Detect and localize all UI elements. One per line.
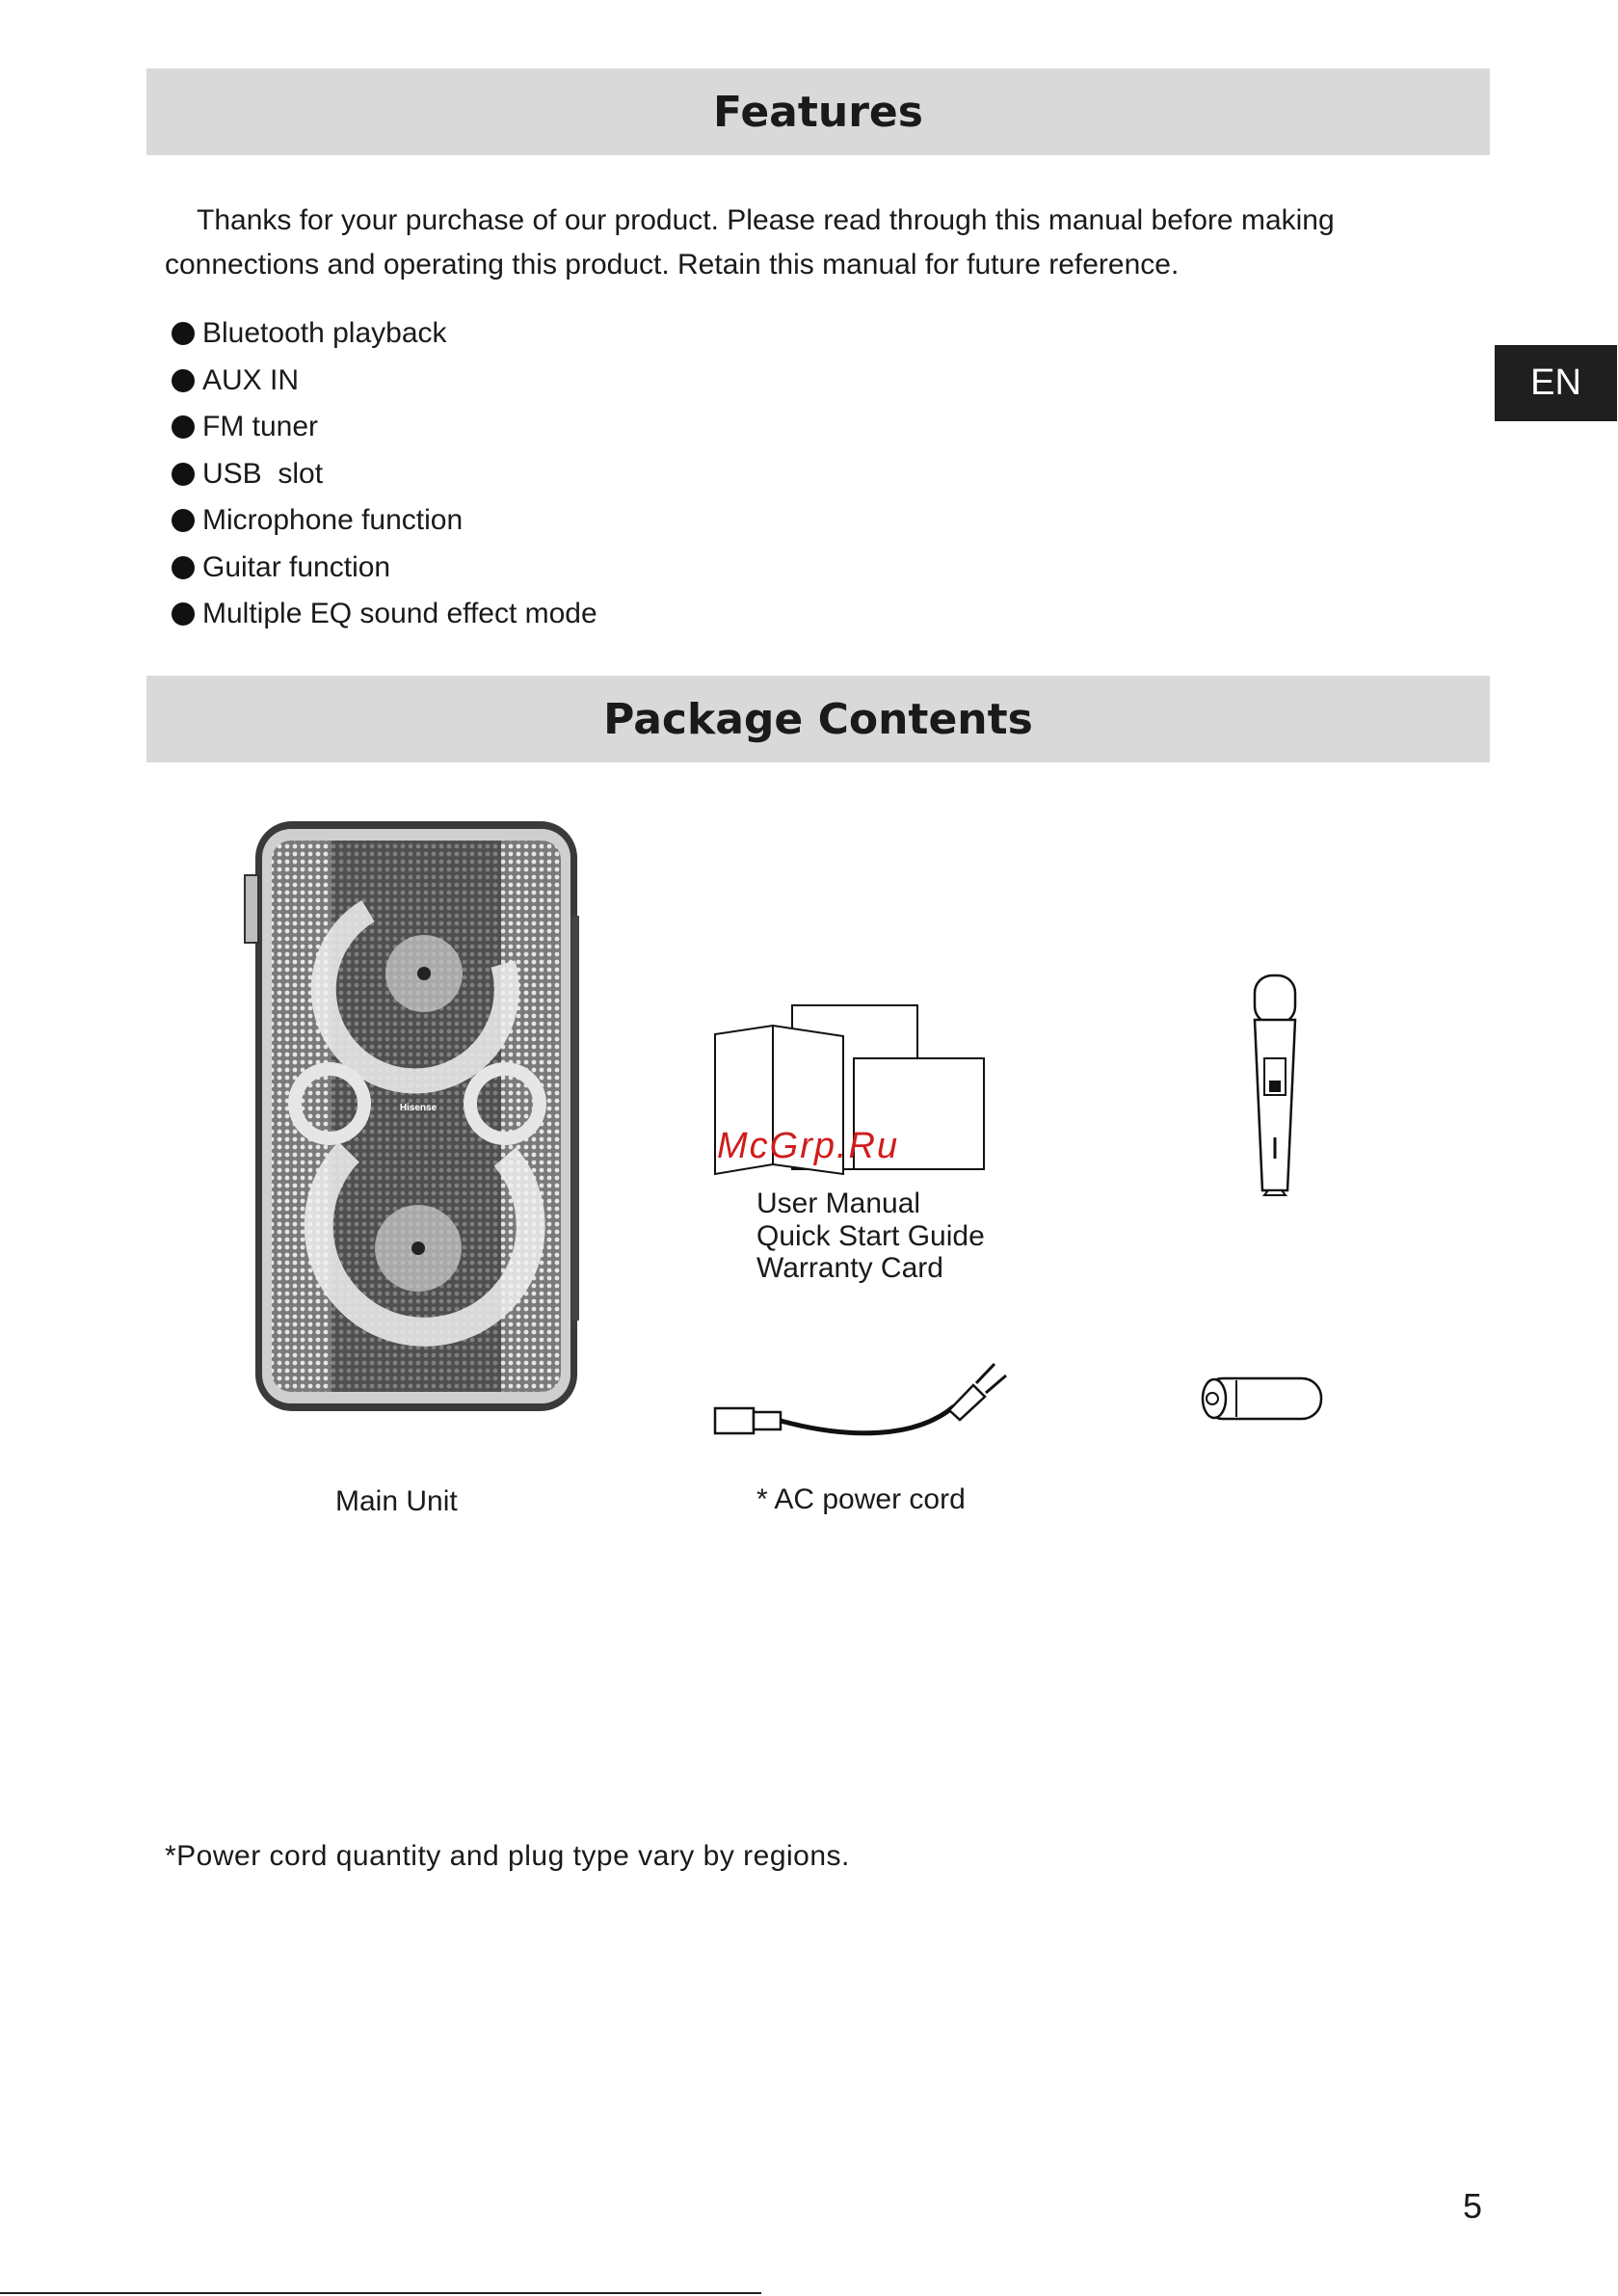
power-cord-footnote: *Power cord quantity and plug type vary by regions. — [165, 1840, 850, 1872]
intro-paragraph: Thanks for your purchase of our product. Please read through this manual before making connections and operating this product. Retain this manual for future reference. — [165, 204, 1335, 280]
main-unit-caption: Main Unit — [335, 1485, 458, 1517]
bullet-icon — [172, 463, 195, 486]
features-title: Features — [713, 87, 923, 137]
features-header-band — [146, 68, 1490, 155]
bullet-icon — [172, 369, 195, 392]
document-item: Quick Start Guide — [756, 1219, 985, 1252]
feature-item: USB slot — [172, 451, 597, 498]
page-number: 5 — [1463, 2186, 1483, 2226]
language-tab: EN — [1495, 345, 1617, 421]
package-title: Package Contents — [603, 694, 1033, 744]
bullet-icon — [172, 602, 195, 626]
feature-item: Multiple EQ sound effect mode — [172, 591, 597, 638]
feature-item: Bluetooth playback — [172, 310, 597, 358]
power-cord-caption: * AC power cord — [756, 1483, 966, 1515]
bullet-icon — [172, 322, 195, 345]
bullet-icon — [172, 556, 195, 579]
feature-item: FM tuner — [172, 404, 597, 451]
main-unit-illustration — [252, 819, 580, 1417]
main-unit-brand-logo: Hisense — [399, 1103, 438, 1113]
feature-item: AUX IN — [172, 358, 597, 405]
watermark: McGrp.Ru — [717, 1126, 900, 1166]
power-cord-illustration — [713, 1343, 1021, 1449]
microphone-illustration — [1251, 974, 1299, 1200]
document-item: User Manual — [756, 1188, 921, 1219]
bullet-icon — [172, 415, 195, 439]
bottom-rule — [0, 2292, 761, 2294]
feature-item: Microphone function — [172, 497, 597, 545]
package-header-band — [146, 676, 1490, 762]
documents-list — [756, 1188, 985, 1285]
bullet-icon — [172, 509, 195, 532]
feature-list — [172, 310, 597, 638]
document-item: Warranty Card — [756, 1252, 943, 1284]
battery-illustration — [1198, 1374, 1328, 1427]
feature-item: Guitar function — [172, 545, 597, 592]
